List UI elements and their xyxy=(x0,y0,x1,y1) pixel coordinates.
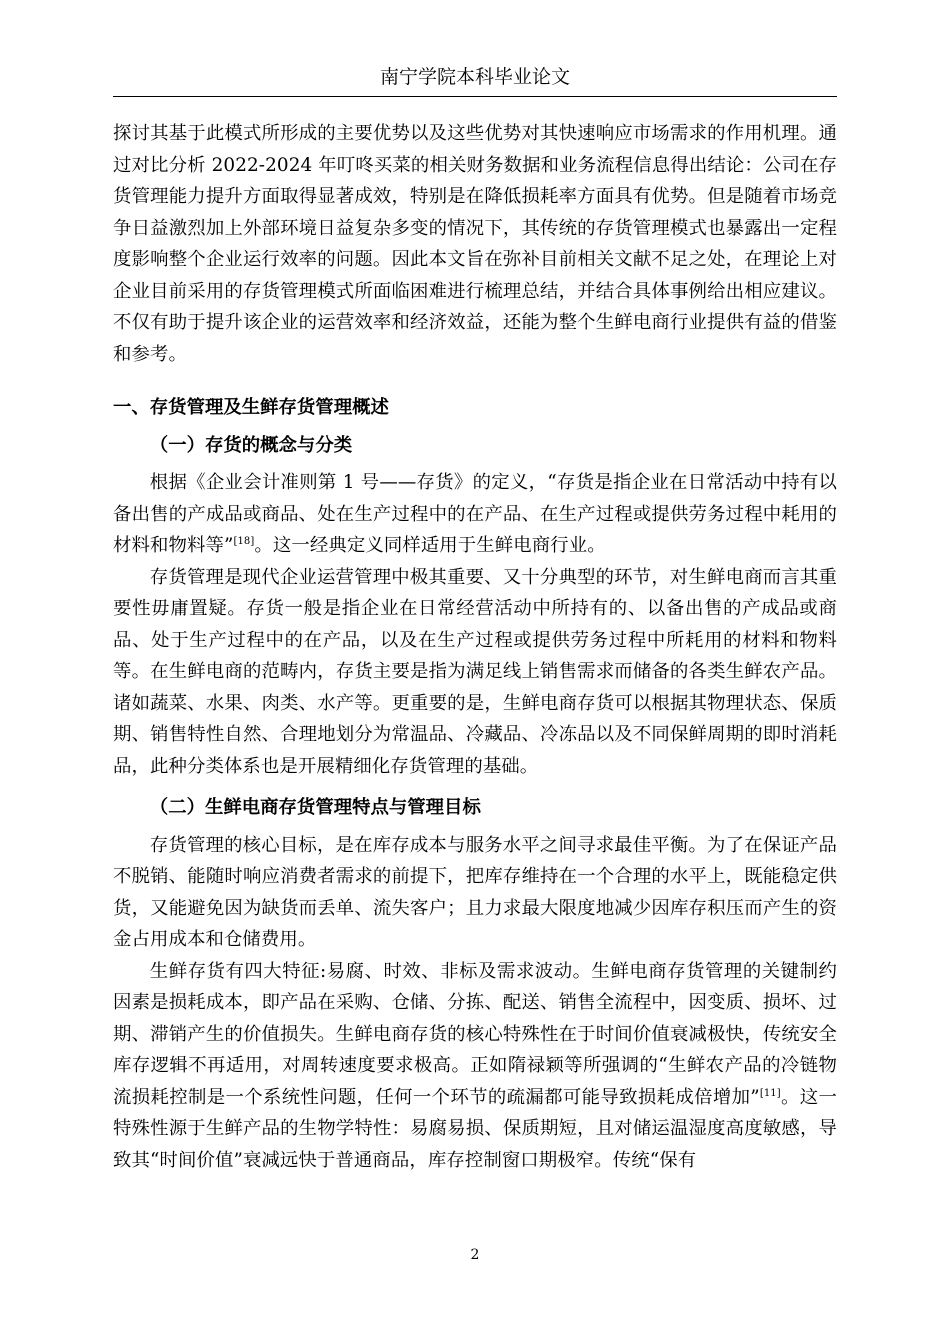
paragraph-text: 生鲜存货有四大特征:易腐、时效、非标及需求波动。生鲜电商存货管理的关键制约因素是损耗成本，即产品在采购、仓储、分拣、配送、销售全流程中，因变质、损坏、过期、滞销产生的价值损失。生鲜电商存货的核心特殊性在于时间价值衰减极快，传统安全库存逻辑不再适用，对周转速度要求极高。正如隋禄颖等所强调的“生鲜农产品的冷链物流损耗控制是一个系统性问题，任何一个环节的疏漏都可能导致损耗成倍增加” xyxy=(113,960,837,1108)
section-heading: 一、存货管理及生鲜存货管理概述 xyxy=(113,397,389,418)
page-header: 南宁学院本科毕业论文 xyxy=(379,66,570,88)
page-number: 2 xyxy=(470,1247,480,1263)
paragraph-text: 。这一经典定义同样适用于生鲜电商行业。 xyxy=(254,535,606,556)
paragraph-inventory-management: 存货管理是现代企业运营管理中极其重要、又十分典型的环节，对生鲜电商而言其重要性毋庸置疑。存货一般是指企业在日常经营活动中所持有的、以备出售的产成品或商品、处于生产过程中的在产品，以及在生产过程或提供劳务过程中所耗用的材料和物料等。在生鲜电商的范畴内，存货主要是指为满足线上销售需求而储备的各类生鲜农产品。诸如蔬菜、水果、肉类、水产等。更重要的是，生鲜电商存货可以根据其物理状态、保质期、销售特性自然、合理地划分为常温品、冷藏品、冷冻品以及不同保鲜周期的即时消耗品，此种分类体系也是开展精细化存货管理的基础。 xyxy=(113,566,837,777)
paragraph-intro: 探讨其基于此模式所形成的主要优势以及这些优势对其快速响应市场需求的作用机理。通过对比分析 2022-2024 年叮咚买菜的相关财务数据和业务流程信息得出结论：公司在存货管理能力提升方面取得显著成效，特别是在降低损耗率方面具有优势。但是随着市场竞争日益激烈加上外部环境日益复杂多变的情况下，其传统的存货管理模式也暴露出一定程度影响整个企业运行效率的问题。因此本文旨在弥补目前相关文献不足之处，在理论上对企业目前采用的存货管理模式所面临困难进行梳理总结，并结合具体事例给出相应建议。不仅有助于提升该企业的运营效率和经济效益，还能为整个生鲜电商行业提供有益的借鉴和参考。 xyxy=(113,123,837,365)
paragraph-definition xyxy=(113,467,837,562)
citation: [18] xyxy=(233,535,255,547)
citation: [11] xyxy=(759,1087,781,1099)
header-divider xyxy=(113,96,837,97)
subsection-heading: （一）存货的概念与分类 xyxy=(149,434,353,456)
subsection-heading: （二）生鲜电商存货管理特点与管理目标 xyxy=(149,797,481,818)
document-body xyxy=(113,118,837,1176)
paragraph-fresh-features xyxy=(113,956,837,1177)
paragraph-management-goal: 存货管理的核心目标，是在库存成本与服务水平之间寻求最佳平衡。为了在保证产品不脱销、能随时响应消费者需求的前提下，把库存维持在一个合理的水平上，既能稳定供货，又能避免因为缺货而丢单、流失客户；且力求最大限度地减少因库存积压而产生的资金占用成本和仓储费用。 xyxy=(113,834,837,950)
paragraph-text: 根据《企业会计准则第 1 号——存货》的定义，“存货是指企业在日常活动中持有以备出售的产成品或商品、处在生产过程中的在产品、在生产过程或提供劳务过程中耗用的材料和物料等” xyxy=(113,472,837,556)
paragraph-text: 。这一特殊性源于生鲜产品的生物学特性：易腐易损、保质期短，且对储运温湿度高度敏感，导致其“时间价值”衰减远快于普通商品，库存控制窗口期极窄。传统“保有 xyxy=(113,1086,837,1171)
